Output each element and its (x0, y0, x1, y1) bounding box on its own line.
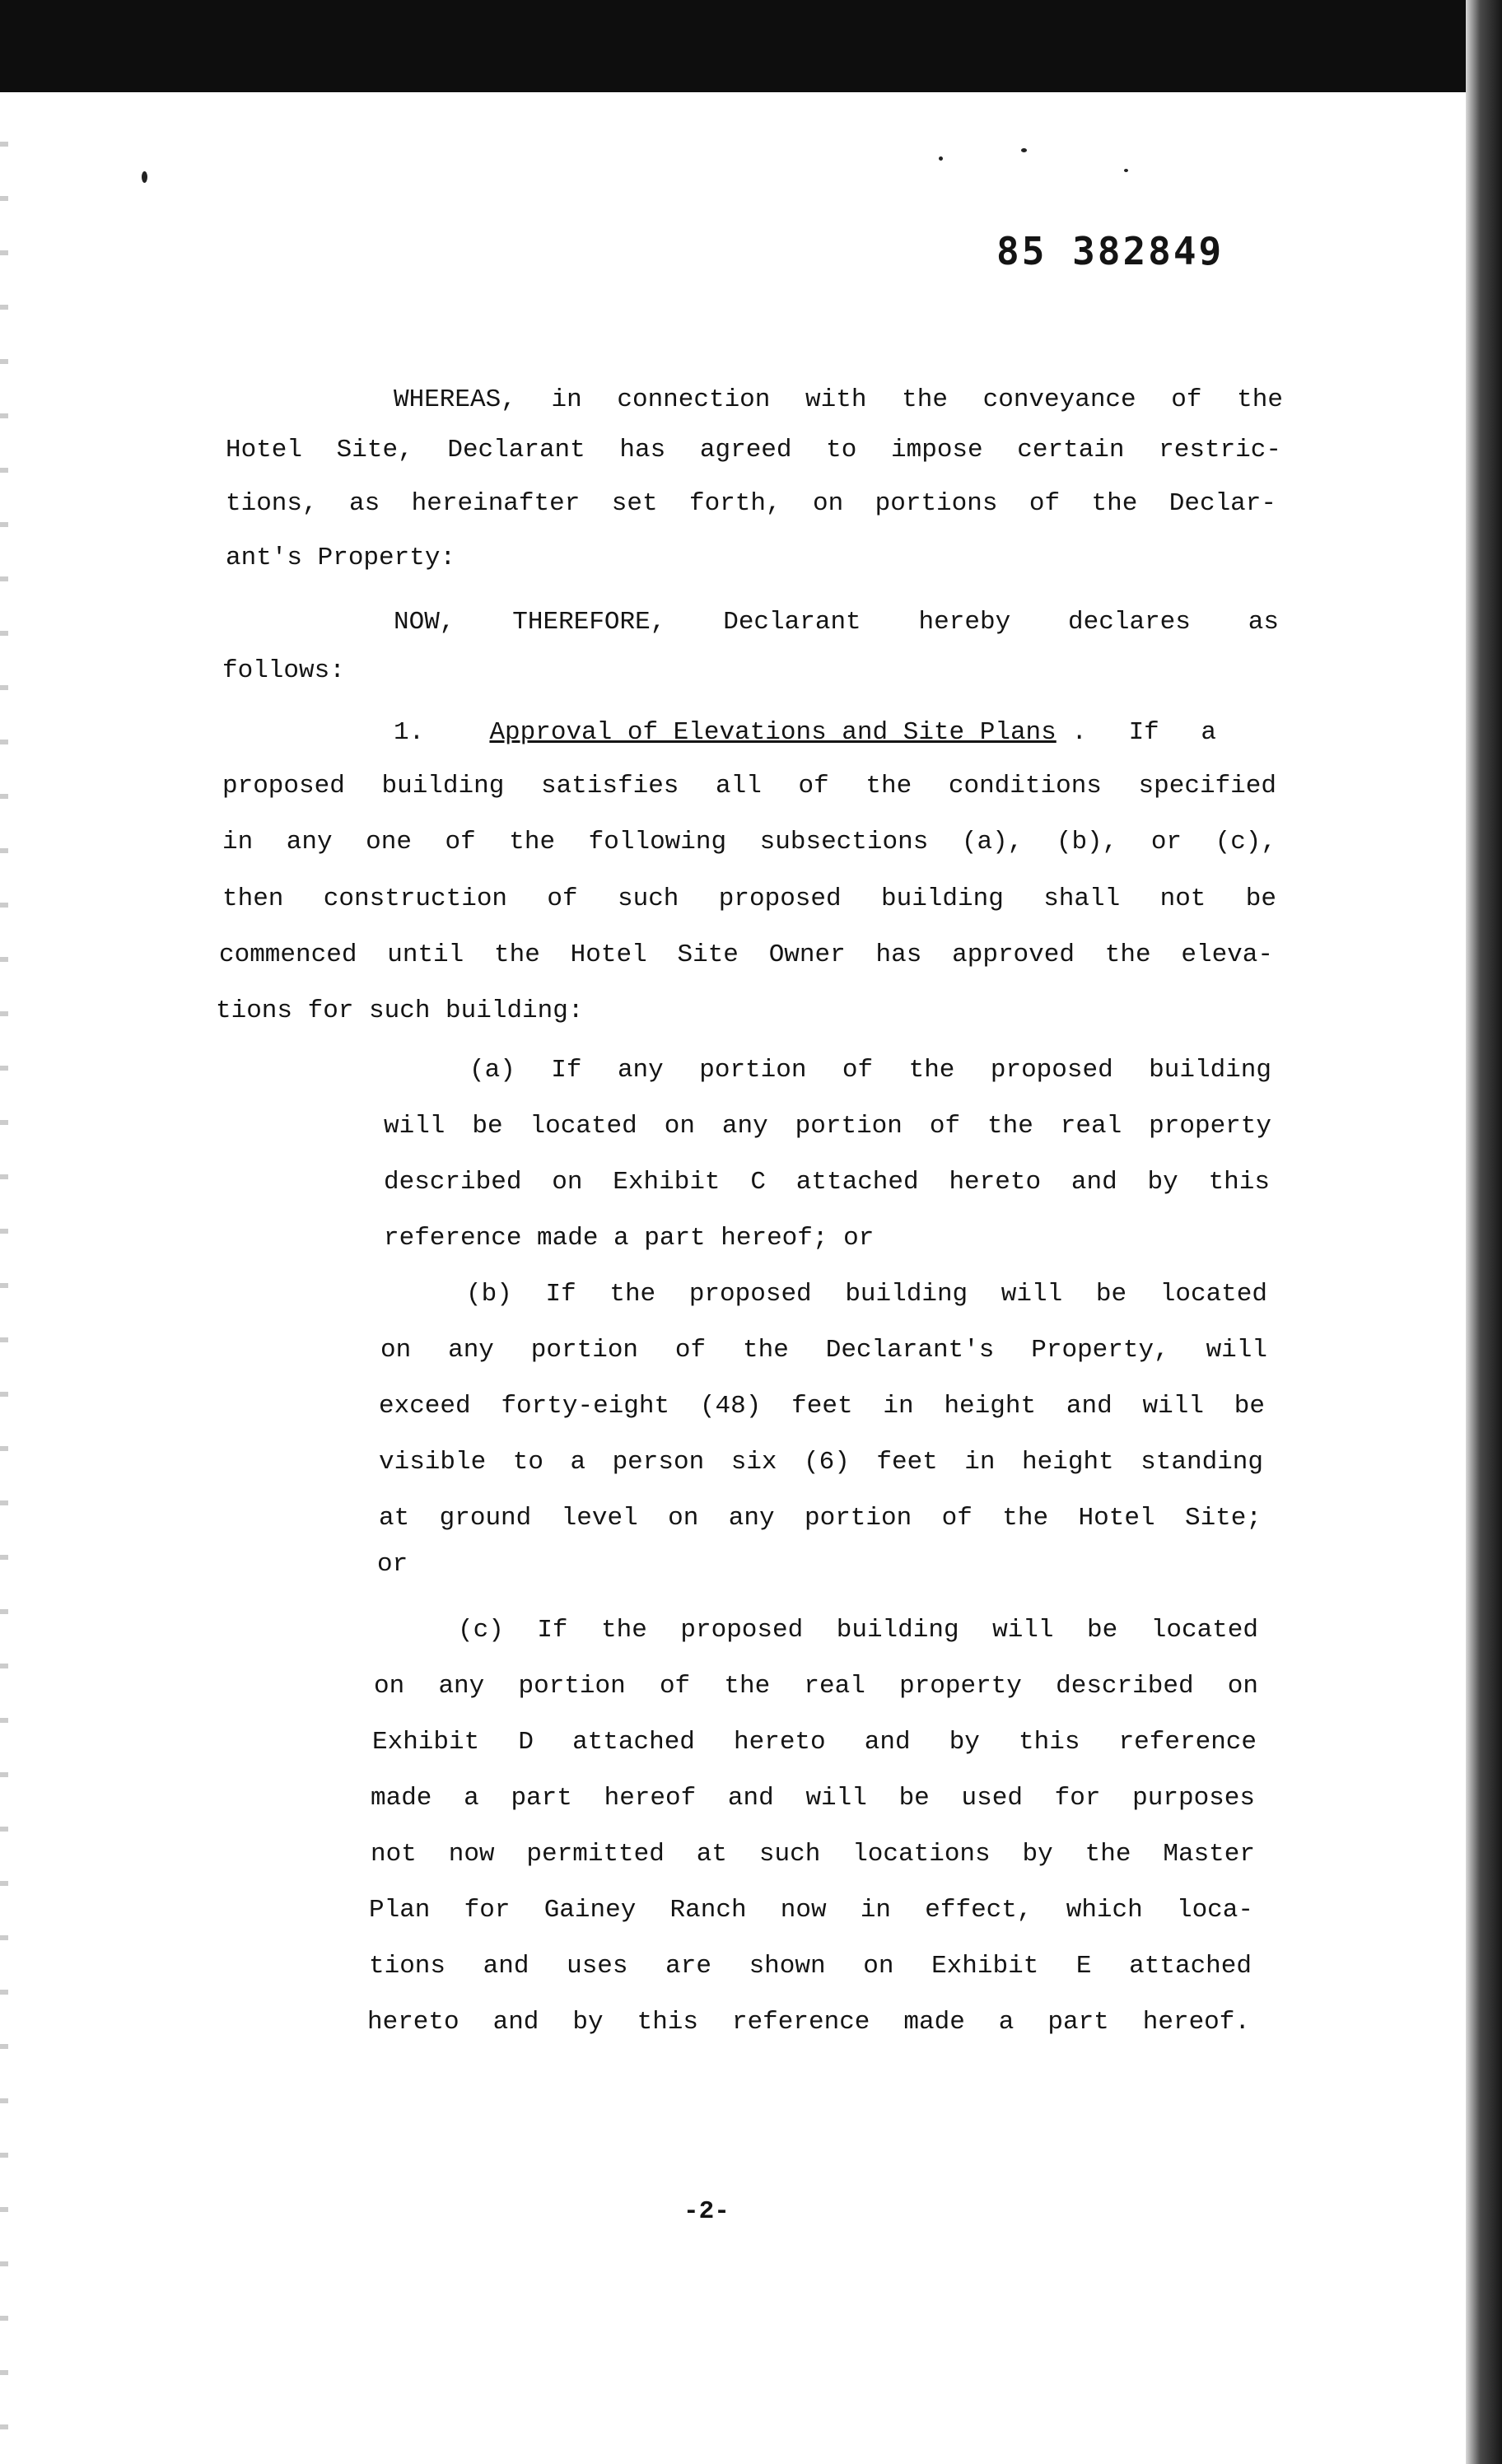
subsection-b-line-5: at ground level on any portion of the Hotel Site; (379, 1504, 1262, 1533)
subsection-a-line-2: will be located on any portion of the real property (384, 1112, 1271, 1141)
subsection-b-line-1: (b) If the proposed building will be located (466, 1280, 1267, 1309)
subsection-c-line-2: on any portion of the real property described on (374, 1672, 1258, 1701)
section-1-body-line-4: commenced until the Hotel Site Owner has approved the eleva- (219, 940, 1273, 969)
section-1-heading-line (394, 716, 1279, 749)
now-therefore-line-1: NOW, THEREFORE, Declarant hereby declares as (394, 608, 1279, 637)
subsection-c-line-7: tions and uses are shown on Exhibit E attached (369, 1952, 1252, 1981)
subsection-b-line-6: or (377, 1550, 408, 1579)
section-1-body-line-3: then construction of such proposed building shall not be (222, 884, 1276, 913)
subsection-c-line-8: hereto and by this reference made a part hereof. (367, 2008, 1250, 2037)
section-1-body-line-2: in any one of the following subsections (a), (b), or (c), (222, 828, 1276, 856)
section-1-heading-rest: . If a (1071, 718, 1216, 747)
whereas-line-1: WHEREAS, in connection with the conveyance of the (394, 385, 1283, 414)
section-1-body-line-1: proposed building satisfies all of the conditions specified (222, 772, 1276, 800)
subsection-c-line-3: Exhibit D attached hereto and by this reference (372, 1728, 1257, 1757)
document-number: 85 382849 (996, 229, 1224, 273)
subsection-c-line-4: made a part hereof and will be used for purposes (371, 1784, 1255, 1813)
subsection-a-line-1: (a) If any portion of the proposed building (469, 1056, 1271, 1085)
subsection-a-line-3: described on Exhibit C attached hereto and by this (384, 1168, 1270, 1197)
subsection-c-line-1: (c) If the proposed building will be located (458, 1616, 1258, 1645)
subsection-c-line-5: not now permitted at such locations by the Master (371, 1840, 1255, 1869)
page-number: -2- (683, 2197, 730, 2226)
subsection-b-line-3: exceed forty-eight (48) feet in height and will be (379, 1392, 1265, 1421)
subsection-c-line-6: Plan for Gainey Ranch now in effect, which loca- (369, 1896, 1253, 1925)
section-1-body-line-5: tions for such building: (216, 996, 584, 1025)
now-therefore-line-2: follows: (222, 656, 345, 685)
whereas-line-4: ant's Property: (226, 544, 456, 572)
subsection-a-line-4: reference made a part hereof; or (384, 1224, 875, 1253)
subsection-b-line-2: on any portion of the Declarant's Property, will (380, 1336, 1267, 1365)
subsection-b-line-4: visible to a person six (6) feet in height standing (379, 1448, 1263, 1477)
section-1-heading: Approval of Elevations and Site Plans (489, 718, 1057, 747)
whereas-line-2: Hotel Site, Declarant has agreed to impose certain restric- (226, 436, 1281, 464)
section-1-number: 1. (394, 718, 425, 747)
whereas-line-3: tions, as hereinafter set forth, on portions of the Declar- (226, 489, 1276, 518)
